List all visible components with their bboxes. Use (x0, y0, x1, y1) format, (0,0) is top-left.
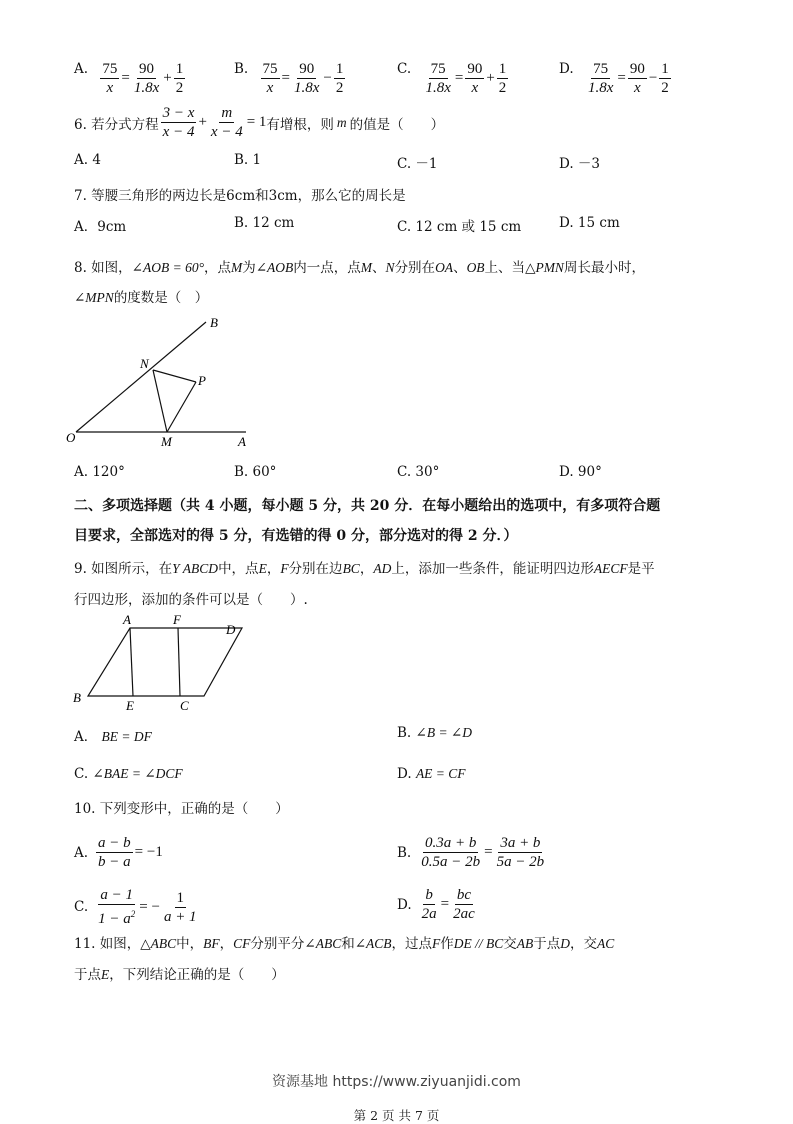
q5-option-a (74, 60, 187, 97)
q7-stem: 7. 等腰三角形的两边长是6cm和3cm，那么它的周长是 (74, 188, 406, 204)
segment-nm (153, 370, 167, 432)
q10-option-d: D. $\frac{b}{2a}$ = $\frac{bc}{2ac}$ (397, 887, 475, 922)
q9-stem-line2: 行四边形，添加的条件可以是（ ）. (74, 592, 308, 608)
q8-option-c: C. 30° (397, 464, 440, 480)
section2-heading-line2: 目要求，全部选对的得 5 分，有选错的得 0 分，部分选对的得 2 分．） (74, 528, 518, 544)
label-a: A (123, 612, 131, 627)
option-label: C. (397, 61, 412, 77)
footer-site-url: 资源基地 https://www.ziyuanjidi.com (272, 1074, 521, 1090)
q7-option-c: C. 12 cm 或 15 cm (397, 219, 522, 235)
label-p: P (198, 373, 206, 388)
section2-heading-line1: 二、多项选择题（共 4 小题，每小题 5 分，共 20 分．在每小题给出的选项中，有多项符合题 (74, 498, 661, 514)
q7-option-a: A．9cm (74, 219, 127, 235)
q5-b-equation: $\frac{75}{x}$ = $\frac{90}{1.8x}$ − $\frac{1}{2}$ (262, 61, 344, 96)
q8-option-a: A. 120° (74, 464, 125, 480)
label-n: N (140, 356, 149, 371)
q5-a-equation: $\frac{75}{x}$ = $\frac{90}{1.8x}$ + $\frac{1}{2}$ (102, 61, 184, 96)
label-d: D (226, 622, 236, 637)
label-b: B (73, 690, 81, 705)
q5-option-d (559, 60, 673, 97)
label-o: O (66, 430, 76, 445)
q8-option-d: D. 90° (559, 464, 602, 480)
q9-figure (66, 610, 256, 715)
q9-option-a: A． BE = DF (74, 729, 152, 745)
q6-option-a: A. 4 (74, 152, 101, 168)
q6-option-c: C. －1 (397, 156, 438, 172)
label-b: B (210, 315, 218, 330)
q9-option-b: B. ∠B = ∠D (397, 725, 472, 741)
q6-option-b: B. 1 (234, 152, 262, 168)
q9-option-c: C. ∠BAE = ∠DCF (74, 766, 183, 782)
q10-stem: 10. 下列变形中，正确的是（ ） (74, 801, 289, 817)
q8-option-b: B. 60° (234, 464, 277, 480)
footer-page-number: 第 2 页 共 7 页 (353, 1108, 440, 1123)
q6-stem: 6. 若分式方程 $\frac{3 - x}{x - 4}$ + $\frac{m}{x - 4}$ = 1 有增根，则 m 的值是（ ） (74, 105, 445, 140)
q10-option-a: A. $\frac{a - b}{b - a}$ = −1 (74, 835, 163, 870)
q8-stem-line1: 8. 如图，∠AOB = 60°，点M为∠AOB内一点，点M、N分别在OA、OB上、当△PMN周长最小时， (74, 260, 645, 276)
option-label: B. (234, 61, 249, 77)
q5-c-equation: $\frac{75}{1.8x}$ = $\frac{90}{x}$ + $\frac{1}{2}$ (425, 61, 507, 96)
q5-d-equation: $\frac{75}{1.8x}$ = $\frac{90}{x}$ − $\frac{1}{2}$ (587, 61, 669, 96)
q5-option-b (234, 60, 347, 97)
label-c: C (180, 698, 189, 713)
label-m: M (161, 434, 172, 449)
q8-figure (64, 310, 264, 450)
q6-equation: $\frac{3 - x}{x - 4}$ + $\frac{m}{x - 4}$ = 1 (162, 105, 267, 140)
segment-ae (130, 628, 133, 696)
segment-fc (178, 628, 180, 696)
option-label: D. (559, 61, 574, 77)
label-a: A (238, 434, 246, 449)
q6-option-d: D. －3 (559, 156, 601, 172)
label-f: F (173, 612, 181, 627)
q7-option-b: B. 12 cm (234, 215, 295, 231)
q9-stem-line1: 9. 如图所示，在Y ABCD中，点E，F分别在边BC，AD上，添加一些条件，能证明四边形AECF是平 (74, 561, 655, 577)
label-e: E (126, 698, 134, 713)
segment-np (153, 370, 196, 382)
parallelogram-abcd (88, 628, 242, 696)
q9-option-d: D. AE = CF (397, 766, 466, 782)
segment-pm (167, 382, 196, 432)
q10-option-c: C. $\frac{a - 1}{1 - a^2}$ = − $\frac{1}{a + 1}$ (74, 887, 197, 927)
q5-option-c (397, 60, 510, 97)
q7-option-d: D. 15 cm (559, 215, 620, 231)
ray-ob (76, 322, 206, 432)
q11-stem-line1: 11. 如图，△ABC中，BF，CF分别平分∠ABC和∠ACB，过点F作DE // BC交AB于点D，交AC (74, 936, 615, 952)
option-label: A. (74, 61, 89, 77)
q10-option-b: B. $\frac{0.3a + b}{0.5a - 2b}$ = $\frac{3a + b}{5a - 2b}$ (397, 835, 545, 870)
q11-stem-line2: 于点E，下列结论正确的是（ ） (74, 967, 285, 983)
q8-stem-line2: ∠MPN的度数是（ ） (74, 290, 209, 306)
